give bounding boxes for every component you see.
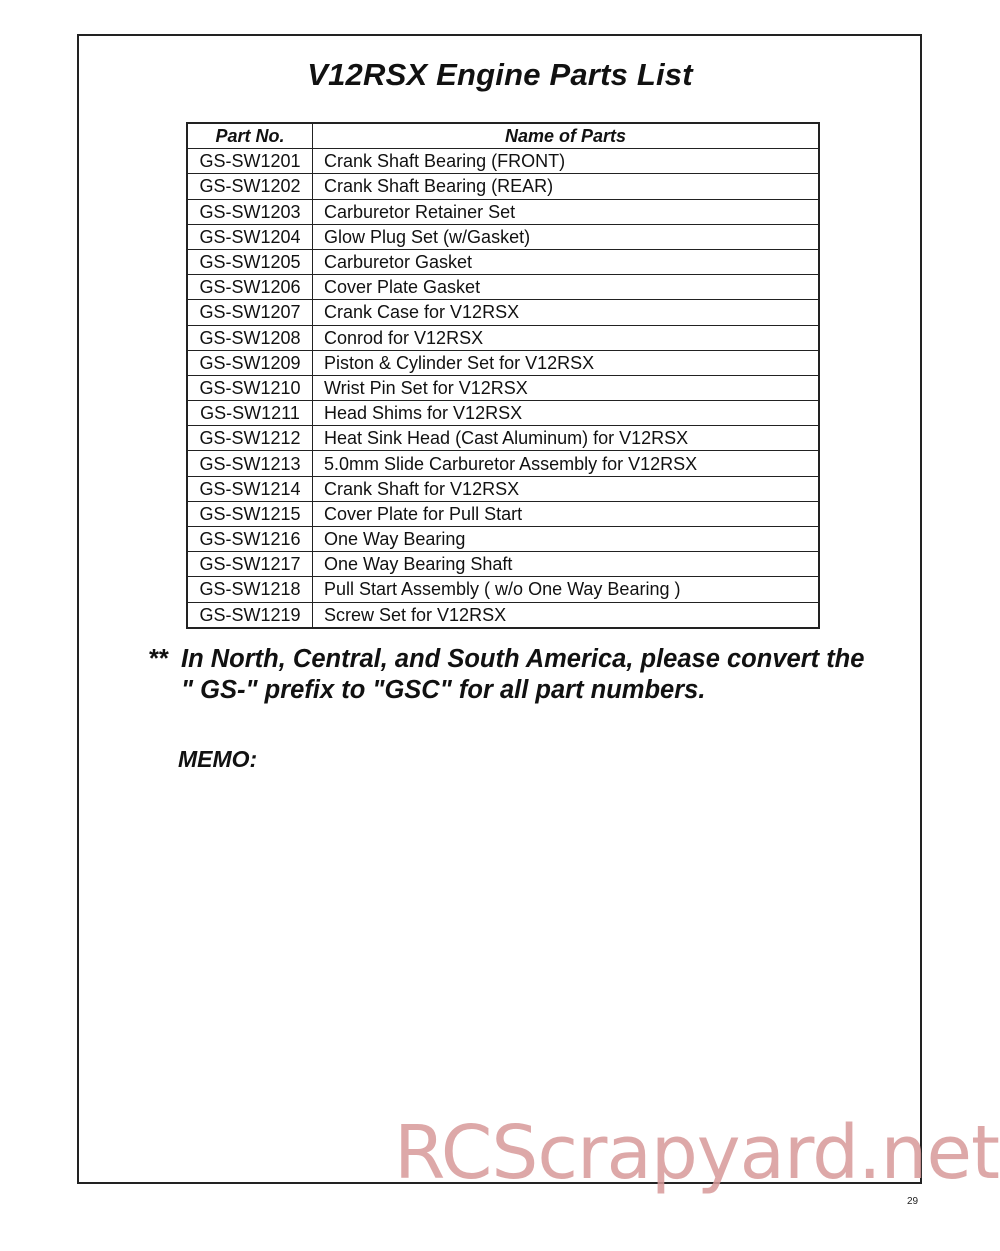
parts-table-body: [187, 149, 819, 628]
part-name-cell: 5.0mm Slide Carburetor Assembly for V12RSX: [313, 451, 820, 476]
part-name-cell: Piston & Cylinder Set for V12RSX: [313, 350, 820, 375]
part-number-cell: GS-SW1201: [187, 149, 313, 174]
table-row: [187, 577, 819, 602]
part-number-cell: GS-SW1219: [187, 602, 313, 628]
part-number-cell: GS-SW1216: [187, 527, 313, 552]
region-note: [148, 644, 868, 706]
part-number-cell: GS-SW1204: [187, 224, 313, 249]
part-name-cell: Glow Plug Set (w/Gasket): [313, 224, 820, 249]
part-number-cell: GS-SW1213: [187, 451, 313, 476]
part-name-cell: One Way Bearing Shaft: [313, 552, 820, 577]
part-name-cell: Crank Case for V12RSX: [313, 300, 820, 325]
part-name-cell: Crank Shaft for V12RSX: [313, 476, 820, 501]
parts-table: [186, 122, 820, 629]
part-name-cell: Conrod for V12RSX: [313, 325, 820, 350]
table-row: [187, 174, 819, 199]
page-title: V12RSX Engine Parts List: [307, 57, 693, 92]
part-number-cell: GS-SW1208: [187, 325, 313, 350]
table-row: [187, 451, 819, 476]
table-header-row: [187, 123, 819, 149]
part-number-cell: GS-SW1205: [187, 249, 313, 274]
part-name-cell: One Way Bearing: [313, 527, 820, 552]
part-number-cell: GS-SW1211: [187, 401, 313, 426]
part-number-cell: GS-SW1215: [187, 501, 313, 526]
watermark-logo: RCScrapyard.net: [394, 1110, 1000, 1196]
table-row: [187, 275, 819, 300]
header-part-no: Part No.: [187, 123, 313, 149]
part-name-cell: Carburetor Gasket: [313, 249, 820, 274]
page-number: 29: [907, 1196, 919, 1207]
header-name-of-parts: Name of Parts: [313, 123, 820, 149]
table-row: [187, 375, 819, 400]
table-row: [187, 300, 819, 325]
part-name-cell: Crank Shaft Bearing (FRONT): [313, 149, 820, 174]
table-row: [187, 476, 819, 501]
part-name-cell: Screw Set for V12RSX: [313, 602, 820, 628]
table-row: [187, 501, 819, 526]
note-marker: **: [148, 645, 168, 673]
part-number-cell: GS-SW1217: [187, 552, 313, 577]
table-row: [187, 249, 819, 274]
part-number-cell: GS-SW1210: [187, 375, 313, 400]
table-row: [187, 149, 819, 174]
part-name-cell: Wrist Pin Set for V12RSX: [313, 375, 820, 400]
part-name-cell: Head Shims for V12RSX: [313, 401, 820, 426]
part-number-cell: GS-SW1214: [187, 476, 313, 501]
table-row: [187, 602, 819, 628]
part-name-cell: Carburetor Retainer Set: [313, 199, 820, 224]
table-row: [187, 426, 819, 451]
part-name-cell: Pull Start Assembly ( w/o One Way Bearing ): [313, 577, 820, 602]
table-row: [187, 552, 819, 577]
part-number-cell: GS-SW1206: [187, 275, 313, 300]
part-number-cell: GS-SW1207: [187, 300, 313, 325]
part-number-cell: GS-SW1212: [187, 426, 313, 451]
part-name-cell: Cover Plate for Pull Start: [313, 501, 820, 526]
part-name-cell: Cover Plate Gasket: [313, 275, 820, 300]
part-number-cell: GS-SW1218: [187, 577, 313, 602]
part-name-cell: Crank Shaft Bearing (REAR): [313, 174, 820, 199]
note-text: In North, Central, and South America, please convert the " GS-" prefix to "GSC" for all part numbers.: [181, 645, 865, 704]
table-row: [187, 325, 819, 350]
part-number-cell: GS-SW1203: [187, 199, 313, 224]
part-number-cell: GS-SW1202: [187, 174, 313, 199]
table-row: [187, 350, 819, 375]
part-number-cell: GS-SW1209: [187, 350, 313, 375]
table-row: [187, 527, 819, 552]
table-row: [187, 199, 819, 224]
memo-label: MEMO:: [178, 746, 258, 772]
table-row: [187, 224, 819, 249]
table-row: [187, 401, 819, 426]
part-name-cell: Heat Sink Head (Cast Aluminum) for V12RSX: [313, 426, 820, 451]
